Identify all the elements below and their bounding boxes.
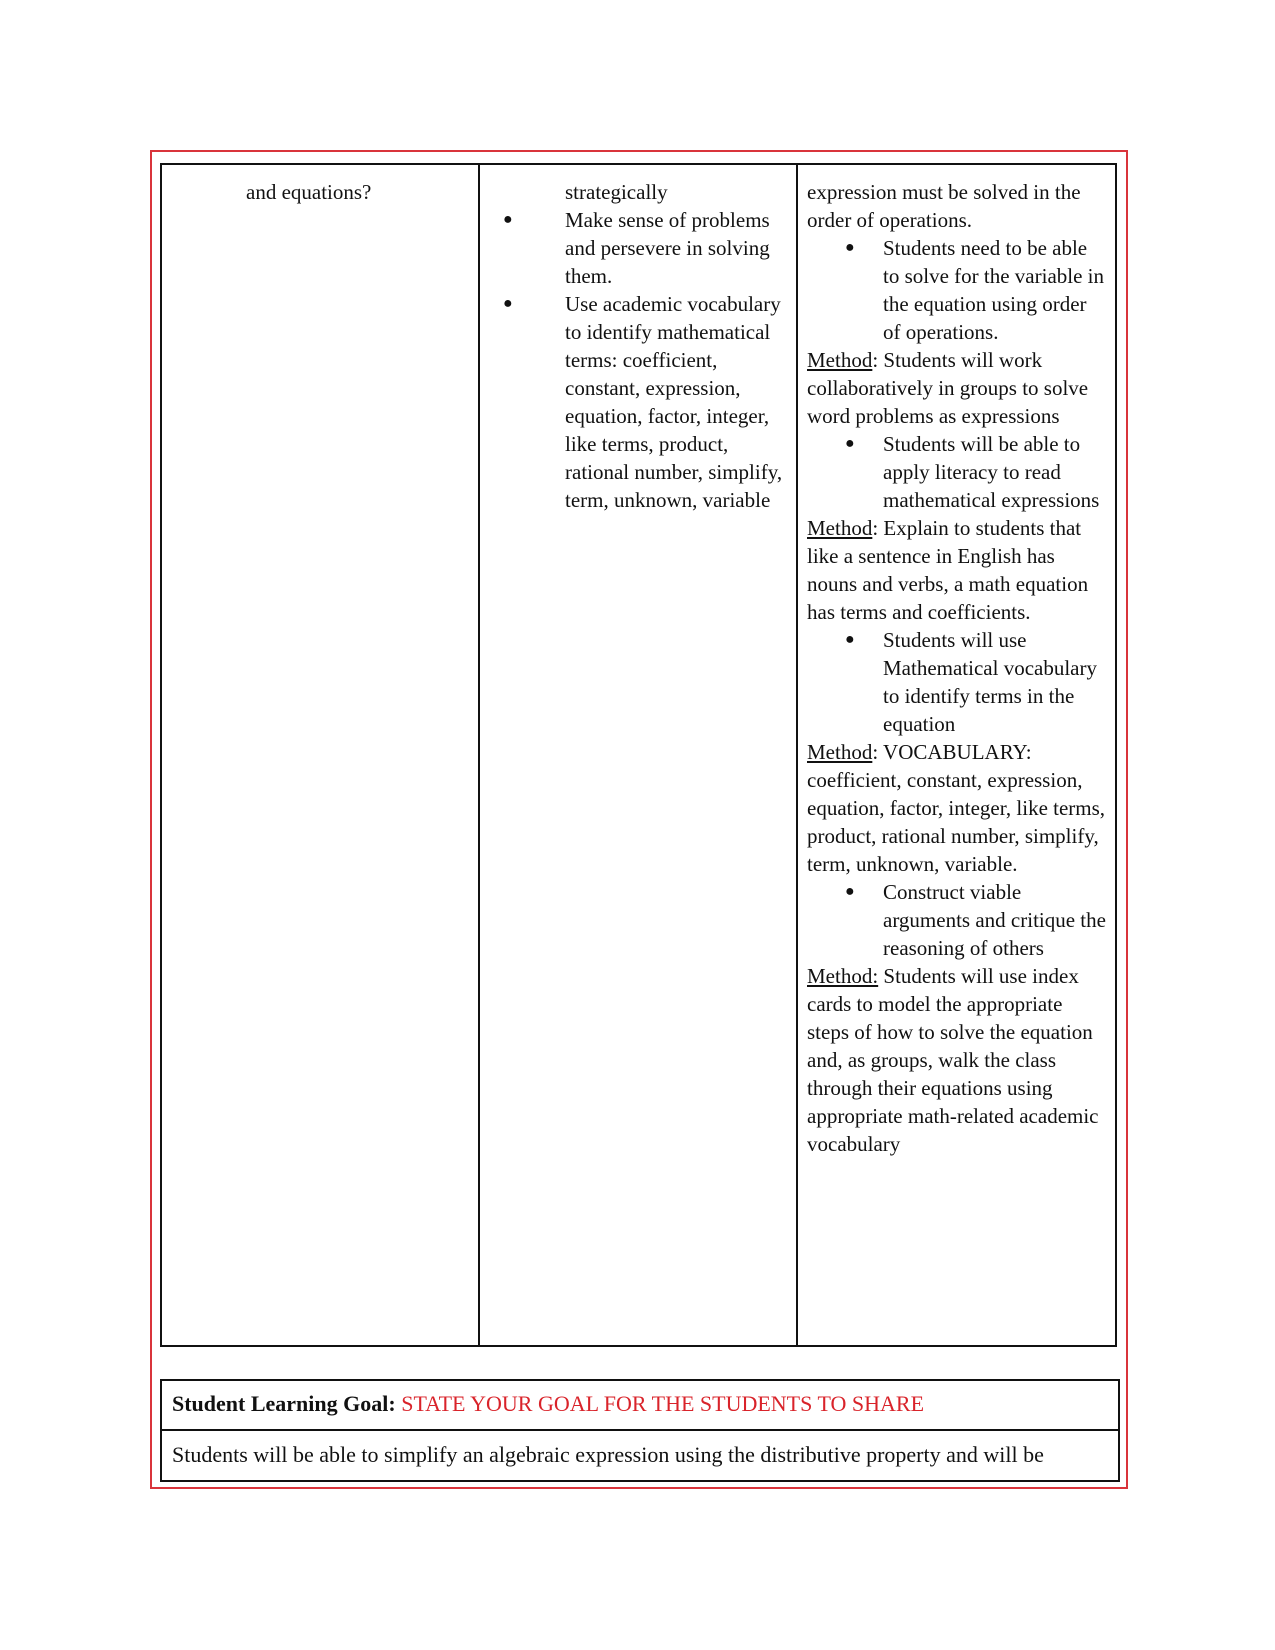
essential-question-text: and equations? [246, 180, 372, 204]
table-column-2 [480, 165, 798, 1345]
goal-body-row: Students will be able to simplify an algebraic expression using the distributive property and will be [172, 1442, 1044, 1467]
method-text: Students will use index cards to model the appropriate steps of how to solve the equation and, as groups, walk the class through their equations using appropriate math-related academic vocabulary [807, 964, 1099, 1156]
method-label: Method [807, 740, 873, 764]
list-item [845, 626, 1107, 738]
bullet-icon: ● [845, 239, 855, 256]
student-learning-goal-table [160, 1379, 1120, 1482]
list-item-text: Construct viable arguments and critique the reasoning of others [883, 880, 1106, 960]
table-column-3 [798, 165, 1115, 1345]
method-label: Method [807, 348, 873, 372]
practice-continued-text: strategically [565, 180, 668, 204]
bullet-icon: ● [845, 435, 855, 452]
col3-intro-text: expression must be solved in the order of operations. [807, 180, 1081, 232]
goal-label: Student Learning Goal: [172, 1391, 396, 1416]
list-item [503, 290, 788, 514]
lesson-plan-table [160, 163, 1117, 1347]
bullet-icon: ● [503, 295, 513, 312]
method-paragraph [807, 346, 1107, 430]
method-text: : VOCABULARY: coefficient, constant, expression, equation, factor, integer, like terms, product, rational number, simplify, term, unknown, variable. [807, 740, 1106, 876]
list-item-text: Students need to be able to solve for the variable in the equation using order of operations. [883, 236, 1105, 344]
method-text: : Explain to students that like a sentence in English has nouns and verbs, a math equation has terms and coefficients. [807, 516, 1089, 624]
method-text: : Students will work collaboratively in groups to solve word problems as expressions [807, 348, 1089, 428]
bullet-icon: ● [845, 631, 855, 648]
method-paragraph [807, 514, 1107, 626]
goal-prompt: STATE YOUR GOAL FOR THE STUDENTS TO SHARE [401, 1391, 925, 1416]
goal-header-row [162, 1381, 1118, 1431]
list-item-text: Use academic vocabulary to identify mathematical terms: coefficient, constant, expression, equation, factor, integer, like terms, product, rational number, simplify, term, unknown, variable [565, 292, 783, 512]
bullet-icon: ● [845, 883, 855, 900]
method-paragraph [807, 738, 1107, 878]
list-item-text: Make sense of problems and persevere in solving them. [565, 208, 770, 288]
list-item [845, 878, 1107, 962]
method-label: Method: [807, 964, 879, 988]
list-item-text: Students will use Mathematical vocabulary to identify terms in the equation [883, 628, 1097, 736]
list-item [503, 206, 788, 290]
method-label: Method [807, 516, 873, 540]
table-column-1 [162, 165, 480, 1345]
list-item [845, 234, 1107, 346]
method-paragraph [807, 962, 1107, 1158]
bullet-icon: ● [503, 211, 513, 228]
list-item-text: Students will be able to apply literacy to read mathematical expressions [883, 432, 1100, 512]
list-item [845, 430, 1107, 514]
